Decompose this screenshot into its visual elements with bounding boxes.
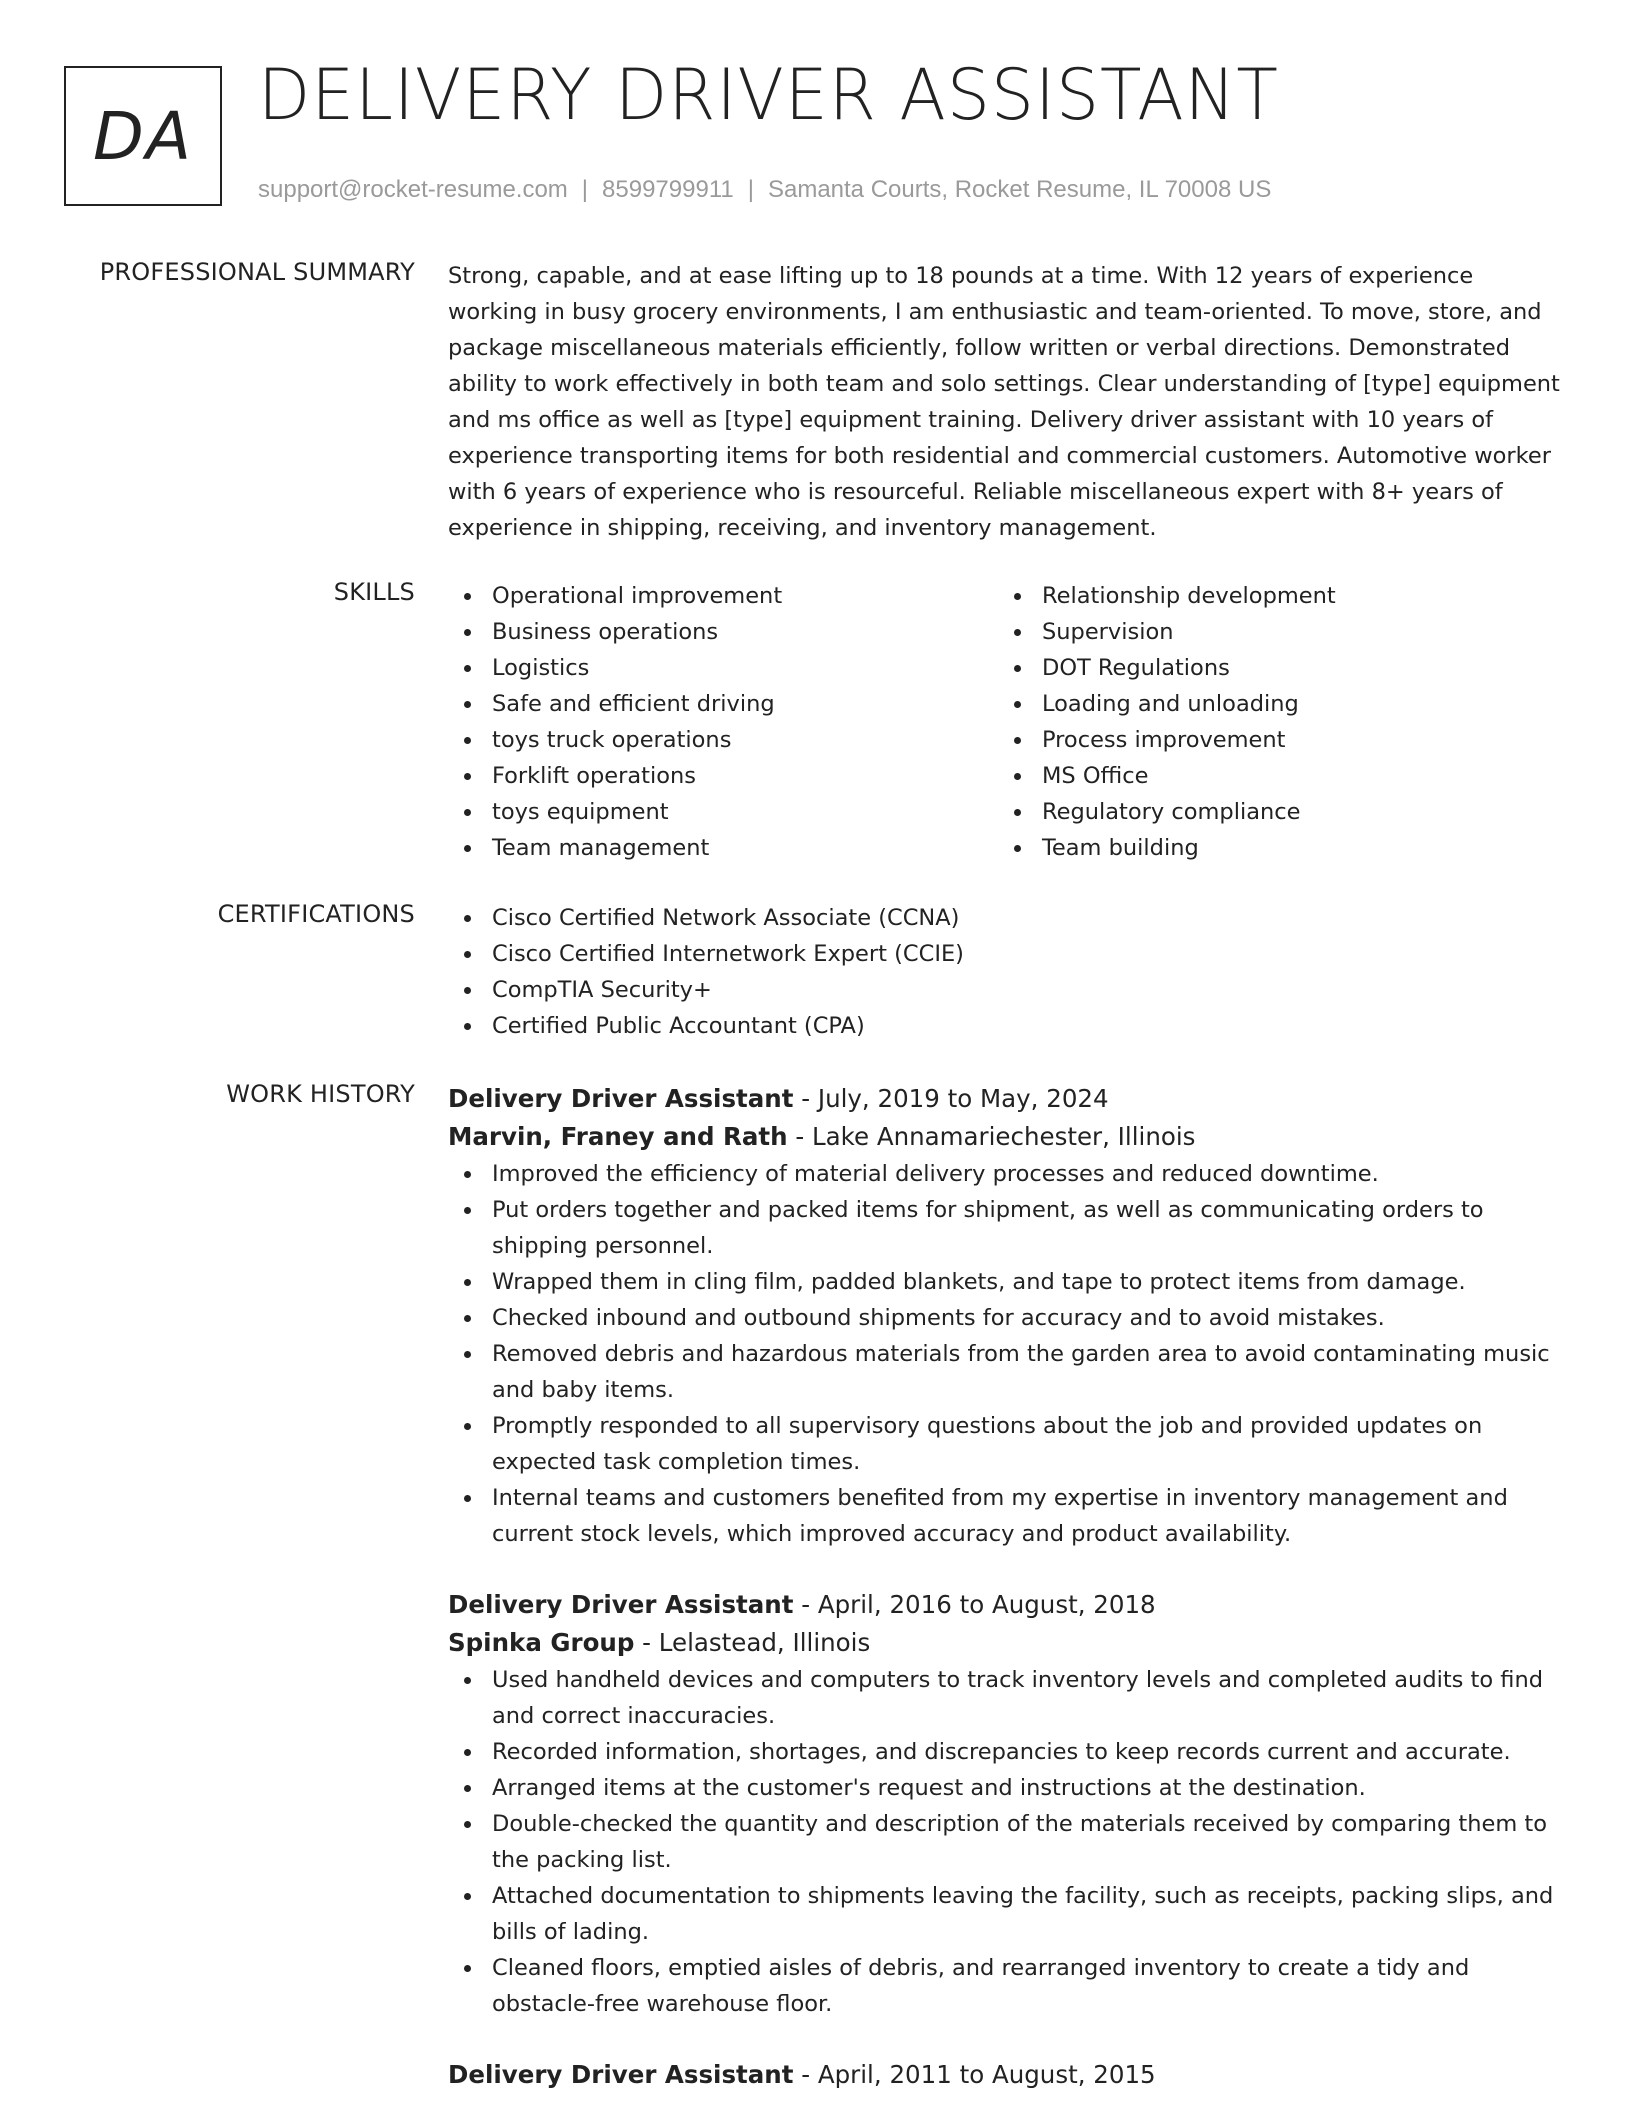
job-company: Spinka Group [448, 1628, 635, 1657]
certifications-list [448, 900, 1568, 1044]
job-title: Delivery Driver Assistant [448, 1084, 794, 1113]
certification-item: Certified Public Accountant (CPA) [448, 1008, 1568, 1044]
contact-separator: | [581, 176, 589, 203]
job-title-line [448, 2056, 1568, 2094]
skill-item: Logistics [448, 650, 998, 686]
job-duty-item: Used handheld devices and computers to track inventory levels and completed audits to find and correct inaccuracies. [448, 1662, 1568, 1734]
skill-item: Team building [998, 830, 1548, 866]
skill-item: Supervision [998, 614, 1548, 650]
skill-item: Forklift operations [448, 758, 998, 794]
work-history-body [448, 1080, 1568, 2128]
contact-separator: | [747, 176, 754, 203]
job-duty-item: Cleaned floors, emptied aisles of debris, and rearranged inventory to create a tidy and obstacle-free warehouse floor. [448, 1950, 1568, 2022]
skill-item: MS Office [998, 758, 1548, 794]
skill-item: Regulatory compliance [998, 794, 1548, 830]
job-company-line [448, 1624, 1568, 1662]
contact-address: Samanta Courts, Rocket Resume, IL 70008 US [767, 176, 1272, 203]
skill-item: toys equipment [448, 794, 998, 830]
contact-line [258, 176, 1271, 204]
job-title: Delivery Driver Assistant [448, 2060, 794, 2089]
job-entry [448, 1586, 1568, 2022]
skills-list-left [448, 578, 998, 866]
job-duty-item: Recorded information, shortages, and discrepancies to keep records current and accurate. [448, 1734, 1568, 1770]
job-company: Marvin, Franey and Rath [448, 1122, 788, 1151]
skills-grid [448, 578, 1568, 866]
job-dates: - July, 2019 to May, 2024 [793, 1084, 1109, 1113]
job-duty-item: Wrapped them in cling film, padded blankets, and tape to protect items from damage. [448, 1264, 1568, 1300]
job-duty-item: Attached documentation to shipments leaving the facility, such as receipts, packing slips, and bills of lading. [448, 1878, 1568, 1950]
job-duty-item: Promptly responded to all supervisory questions about the job and provided updates on expected task completion times. [448, 1408, 1568, 1480]
contact-email: support@rocket-resume.com [258, 176, 568, 203]
job-location: - Lake Annamariechester, Illinois [787, 1122, 1196, 1151]
job-entry [448, 1080, 1568, 1552]
summary-text: Strong, capable, and at ease lifting up to 18 pounds at a time. With 12 years of experience working in busy grocery environments, I am enthusiastic and team-oriented. To move, store, and package miscellaneous materials efficiently, follow written or verbal directions. Demonstrated ability to work effectively in both team and solo settings. Clear understanding of [type] equipment and ms office as well as [type] equipment training. Delivery driver assistant with 10 years of experience transporting items for both residential and commercial customers. Automotive worker with 6 years of experience who is resourceful. Reliable miscellaneous expert with 8+ years of experience in shipping, receiving, and inventory management. [448, 263, 1560, 541]
skills-list-right [998, 578, 1548, 866]
skill-item: Team management [448, 830, 998, 866]
monogram-badge [64, 66, 222, 206]
skill-item: Safe and efficient driving [448, 686, 998, 722]
certification-item: CompTIA Security+ [448, 972, 1568, 1008]
skill-item: Operational improvement [448, 578, 998, 614]
skill-item: Process improvement [998, 722, 1548, 758]
job-title: Delivery Driver Assistant [448, 1590, 794, 1619]
certifications-label: CERTIFICATIONS [217, 900, 415, 928]
certifications-body [448, 900, 1568, 1044]
page-title: DELIVERY DRIVER ASSISTANT [258, 54, 1279, 136]
skill-item: Relationship development [998, 578, 1548, 614]
summary-label: PROFESSIONAL SUMMARY [99, 258, 415, 286]
job-duties-list [448, 1662, 1568, 2022]
job-dates: - April, 2016 to August, 2018 [793, 1590, 1156, 1619]
skill-item: toys truck operations [448, 722, 998, 758]
job-duty-item: Checked inbound and outbound shipments for accuracy and to avoid mistakes. [448, 1300, 1568, 1336]
work-history-label: WORK HISTORY [226, 1080, 415, 1108]
job-company-line [448, 1118, 1568, 1156]
skill-item: Business operations [448, 614, 998, 650]
job-duty-item: Internal teams and customers benefited from my expertise in inventory management and current stock levels, which improved accuracy and product availability. [448, 1480, 1568, 1552]
monogram-text: DA [93, 97, 193, 175]
job-title-line [448, 1586, 1568, 1624]
skills-label: SKILLS [333, 578, 415, 606]
certification-item: Cisco Certified Network Associate (CCNA) [448, 900, 1568, 936]
job-duty-item: Removed debris and hazardous materials from the garden area to avoid contaminating music and baby items. [448, 1336, 1568, 1408]
contact-phone: 8599799911 [602, 176, 734, 203]
job-location: - Lelastead, Illinois [634, 1628, 871, 1657]
job-duty-item: Arranged items at the customer's request and instructions at the destination. [448, 1770, 1568, 1806]
certification-item: Cisco Certified Internetwork Expert (CCIE) [448, 936, 1568, 972]
job-duty-item: Improved the efficiency of material delivery processes and reduced downtime. [448, 1156, 1568, 1192]
job-entry [448, 2056, 1568, 2094]
job-duty-item: Put orders together and packed items for shipment, as well as communicating orders to shipping personnel. [448, 1192, 1568, 1264]
summary-body [448, 258, 1568, 546]
skill-item: Loading and unloading [998, 686, 1548, 722]
job-duty-item: Double-checked the quantity and description of the materials received by comparing them to the packing list. [448, 1806, 1568, 1878]
skill-item: DOT Regulations [998, 650, 1548, 686]
job-title-line [448, 1080, 1568, 1118]
job-duties-list [448, 1156, 1568, 1552]
job-dates: - April, 2011 to August, 2015 [793, 2060, 1156, 2089]
